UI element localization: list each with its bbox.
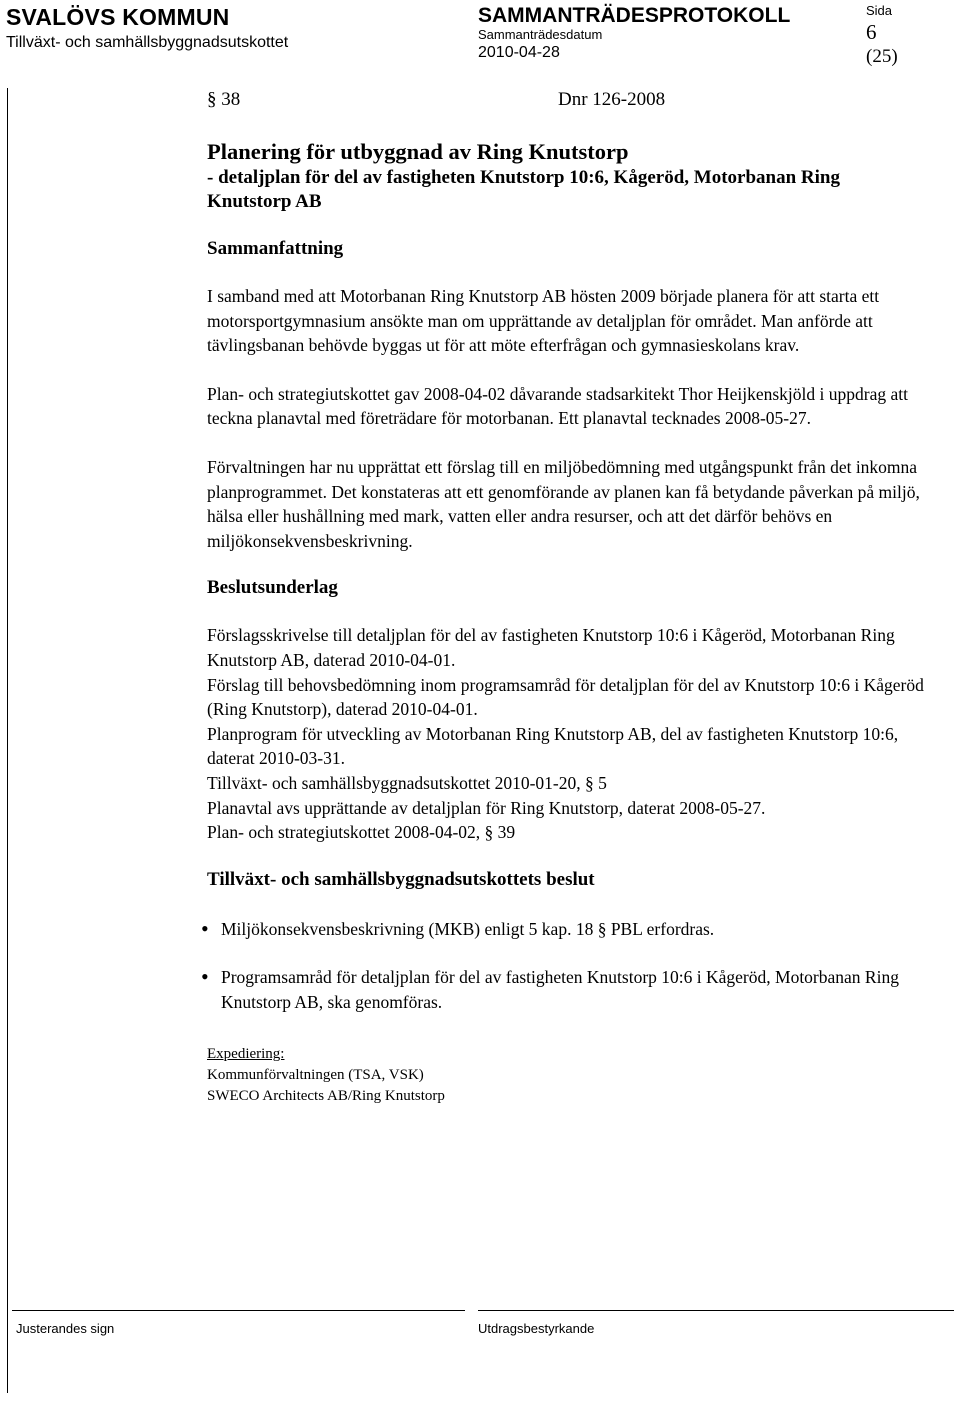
- footer-certification-label: Utdragsbestyrkande: [478, 1321, 595, 1336]
- case-header: [207, 88, 947, 114]
- page-label: Sida: [866, 3, 893, 18]
- dispatch-recipient: Kommunförvaltningen (TSA, VSK): [207, 1067, 424, 1084]
- dispatch-block: [207, 1044, 947, 1107]
- footer-rule-right: [478, 1310, 954, 1311]
- protocol-title: SAMMANTRÄDESPROTOKOLL: [478, 4, 791, 27]
- basis-heading: Beslutsunderlag: [207, 577, 338, 599]
- page-number: 6: [866, 20, 877, 44]
- case-subtitle-line1: - detaljplan för del av fastigheten Knutstorp 10:6, Kågeröd, Motorbanan Ring: [207, 167, 840, 188]
- footer-rule-left: [12, 1310, 465, 1311]
- basis-item: Tillväxt- och samhällsbyggnadsutskottet 2010-01-20, § 5: [207, 772, 607, 793]
- decision-item-text: Miljökonsekvensbeskrivning (MKB) enligt 5 kap. 18 § PBL erfordras.: [221, 918, 715, 939]
- summary-paragraph-3: Förvaltningen har nu upprättat ett förslag till en miljöbedömning med utgångspunkt från det inkomna planprogrammet. Det konstateras att ett genomförande av planen kan få betydande påverkan på miljö, hälsa eller hushållning med mark, vatten eller andra resurser, och att det därför behövs en miljökonsekvensbeskrivning.: [207, 456, 920, 551]
- margin-line: [7, 88, 8, 1393]
- basis-item: Planavtal avs upprättande av detaljplan för Ring Knutstorp, daterat 2008-05-27.: [207, 797, 766, 818]
- decision-item-2: [207, 965, 947, 1014]
- basis-item: Förslagsskrivelse till detaljplan för del av fastigheten Knutstorp 10:6 i Kågeröd, Motorbanan Ring Knutstorp AB, daterad 2010-04-01.: [207, 625, 895, 670]
- decision-heading: Tillväxt- och samhällsbyggnadsutskottets beslut: [207, 868, 595, 890]
- decision-item-1: [207, 917, 947, 942]
- footer-signature-label: Justerandes sign: [16, 1321, 115, 1336]
- decision-list: [207, 917, 947, 1015]
- page-total: (25): [866, 46, 898, 67]
- basis-item: Förslag till behovsbedömning inom programsamråd för detaljplan för del av Knutstorp 10:6 i Kågeröd (Ring Knutstorp), daterad 2010-04-01.: [207, 674, 924, 720]
- case-dnr: Dnr 126-2008: [558, 89, 666, 110]
- basis-list: [207, 623, 947, 844]
- dispatch-label: Expediering:: [207, 1046, 285, 1063]
- case-title: Planering för utbyggnad av Ring Knutstorp: [207, 139, 629, 164]
- document-body: [207, 88, 947, 1107]
- basis-item: Planprogram för utveckling av Motorbanan Ring Knutstorp AB, del av fastigheten Knutstorp 10:6, daterat 2010-03-31.: [207, 723, 899, 769]
- summary-paragraph-2: Plan- och strategiutskottet gav 2008-04-02 dåvarande stadsarkitekt Thor Heijkenskjöld i uppdrag att teckna planavtal med företrädare för motorbanan. Ett planavtal tecknades 2008-05-27.: [207, 383, 908, 429]
- paragraph-number: § 38: [207, 89, 241, 110]
- meeting-date-label: Sammanträdesdatum: [478, 27, 603, 42]
- decision-item-text: Programsamråd för detaljplan för del av fastigheten Knutstorp 10:6 i Kågeröd, Motorbanan Ring Knutstorp AB, ska genomföras.: [221, 967, 899, 1012]
- basis-item: Plan- och strategiutskottet 2008-04-02, § 39: [207, 822, 516, 843]
- meeting-date-value: 2010-04-28: [478, 44, 560, 61]
- organization-name: SVALÖVS KOMMUN: [6, 4, 230, 30]
- summary-paragraph-1: I samband med att Motorbanan Ring Knutstorp AB hösten 2009 började planera för att starta ett motorsportgymnasium ansökte man om upprättande av detaljplan för området. Man anförde att tävlingsbanan behövde byggas ut för att möte efterfrågan och gymnasieskolans krav.: [207, 286, 880, 356]
- dispatch-recipient: SWECO Architects AB/Ring Knutstorp: [207, 1088, 445, 1105]
- summary-heading: Sammanfattning: [207, 238, 344, 259]
- case-subtitle-line2: Knutstorp AB: [207, 191, 322, 212]
- committee-name: Tillväxt- och samhällsbyggnadsutskottet: [6, 34, 289, 51]
